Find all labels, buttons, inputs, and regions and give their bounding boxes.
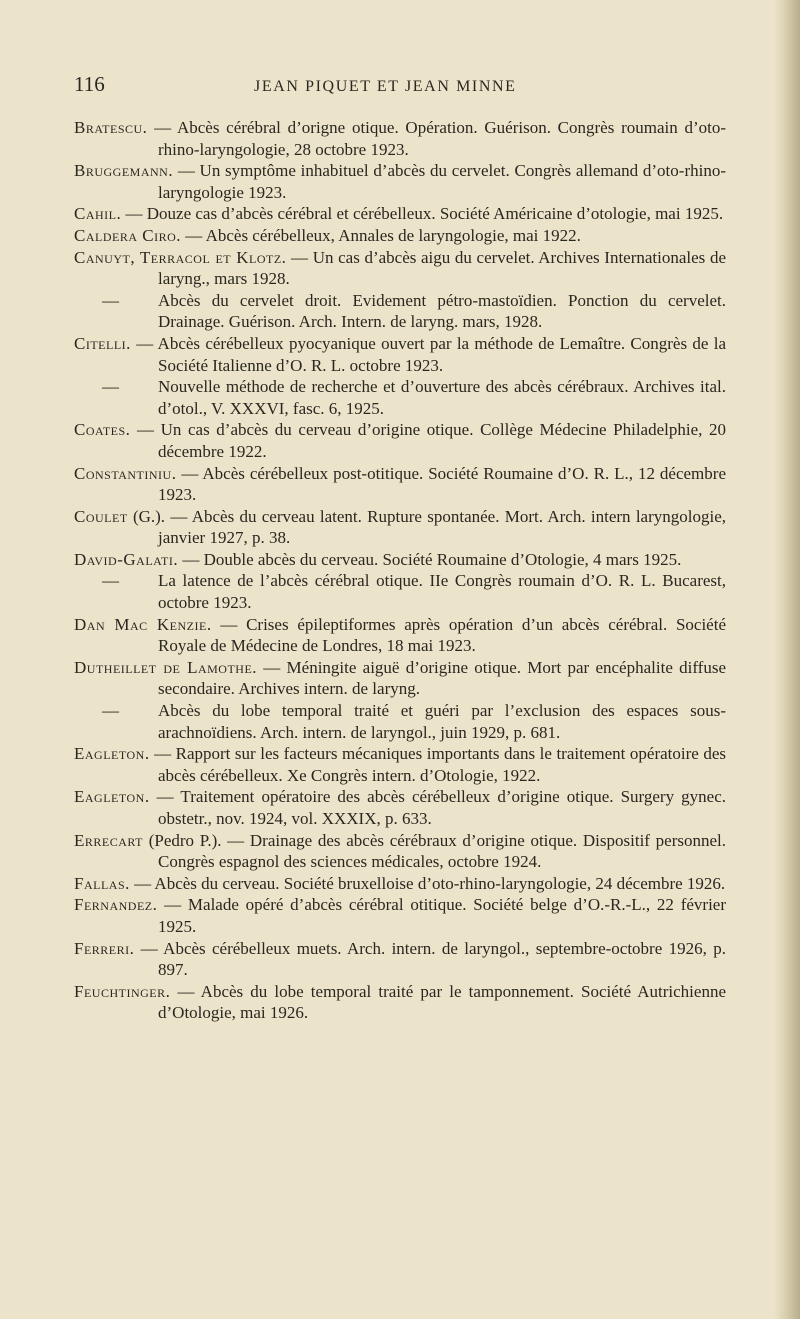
- bibliography-list: [74, 117, 726, 1024]
- entry-text: Nouvelle méthode de recherche et d’ouverture des abcès cérébraux. Archives ital. d’otol., V. XXXVI, fasc. 6, 1925.: [158, 377, 726, 418]
- ditto-dash: —: [102, 571, 119, 591]
- entry-text: — Traitement opératoire des abcès cérébelleux d’origine otique. Surgery gynec. obstetr., nov. 1924, vol. XXXIX, p. 633.: [149, 787, 726, 828]
- bibliography-entry: [74, 160, 726, 203]
- entry-text: — Abcès cérébral d’origne otique. Opération. Guérison. Congrès roumain d’oto-rhino-laryngologie, 28 octobre 1923.: [147, 118, 726, 159]
- bibliography-entry: [74, 614, 726, 657]
- running-title: JEAN PIQUET ET JEAN MINNE: [254, 78, 517, 95]
- entry-author: Coulet: [74, 506, 128, 526]
- entry-author: Canuyt, Terracol et Klotz.: [74, 247, 287, 267]
- bibliography-entry: [74, 506, 726, 549]
- entry-text: La latence de l’abcès cérébral otique. IIe Congrès roumain d’O. R. L. Bucarest, octobre 1923.: [158, 571, 726, 613]
- bibliography-entry: [74, 290, 726, 333]
- bibliography-entry: [74, 419, 726, 462]
- entry-text: (Pedro P.). — Drainage des abcès cérébraux d’origine otique. Dispositif personnel. Congrès espagnol des sciences médicales, octobre 1924.: [143, 830, 726, 872]
- entry-text: — Crises épileptiformes après opération d’un abcès cérébral. Société Royale de Médecine de Londres, 18 mai 1923.: [158, 614, 726, 656]
- entry-text: — Double abcès du cerveau. Société Roumaine d’Otologie, 4 mars 1925.: [178, 549, 682, 569]
- bibliography-entry: [74, 333, 726, 376]
- ditto-dash: —: [102, 701, 119, 721]
- entry-text: (G.). — Abcès du cerveau latent. Rupture spontanée. Mort. Arch. intern laryngologie, janvier 1927, p. 38.: [127, 506, 726, 548]
- entry-text: — Malade opéré d’abcès cérébral otitique. Société belge d’O.-R.-L., 22 février 1925.: [157, 895, 726, 936]
- entry-author: Coates.: [74, 420, 131, 440]
- entry-author: Bruggemann.: [74, 161, 174, 181]
- bibliography-entry: [74, 894, 726, 937]
- bibliography-entry: [74, 786, 726, 829]
- entry-text: — Méningite aiguë d’origine otique. Mort par encéphalite diffuse secondaire. Archives intern. de laryng.: [158, 657, 727, 699]
- entry-text: — Un cas d’abcès du cerveau d’origine otique. Collège Médecine Philadelphie, 20 décembre 1922.: [130, 420, 726, 461]
- bibliography-entry: [74, 225, 726, 247]
- ditto-dash: —: [102, 290, 119, 310]
- bibliography-entry: [74, 463, 726, 506]
- bibliography-entry: [74, 657, 726, 700]
- ditto-dash: —: [102, 377, 119, 397]
- entry-author: Caldera Ciro.: [74, 225, 182, 245]
- bibliography-entry: [74, 549, 726, 571]
- entry-author: Ferreri.: [74, 938, 135, 958]
- page-number: 116: [74, 72, 105, 96]
- entry-author: Fernandez.: [74, 895, 158, 915]
- entry-author: Bratescu.: [74, 118, 148, 137]
- entry-author: David-Galati.: [74, 549, 179, 569]
- bibliography-entry: [74, 873, 726, 895]
- entry-text: — Un symptôme inhabituel d’abcès du cervelet. Congrès allemand d’oto-rhino-laryngologie 1923.: [158, 161, 726, 202]
- entry-author: Eagleton.: [74, 744, 150, 764]
- entry-author: Fallas.: [74, 873, 130, 893]
- entry-text: — Rapport sur les facteurs mécaniques importants dans le traitement opératoire des abcès cérébelleux. Xe Congrès intern. d’Otologie, 1922.: [149, 744, 726, 785]
- page-edge-shadow: [774, 0, 800, 1319]
- entry-author: Citelli.: [74, 333, 131, 353]
- entry-author: Dan Mac Kenzie.: [74, 614, 212, 634]
- entry-text: — Abcès cérébelleux, Annales de laryngologie, mai 1922.: [181, 225, 581, 245]
- entry-text: Abcès du lobe temporal traité et guéri par l’exclusion des espaces sous-arachnoïdiens. Arch. intern. de laryngol., juin 1929, p. 681.: [158, 701, 726, 742]
- entry-author: Cahil.: [74, 204, 122, 224]
- entry-text: — Abcès cérébelleux post-otitique. Société Roumaine d’O. R. L., 12 décembre 1923.: [158, 463, 726, 505]
- bibliography-entry: [74, 203, 726, 225]
- entry-text: Abcès du cervelet droit. Evidement pétro-mastoïdien. Ponction du cervelet. Drainage. Guérison. Arch. Intern. de laryng. mars, 1928.: [158, 290, 726, 332]
- entry-author: Eagleton.: [74, 787, 150, 807]
- entry-author: Dutheillet de Lamothe.: [74, 657, 258, 677]
- entry-text: — Douze cas d’abcès cérébral et cérébelleux. Société Américaine d’otologie, mai 1925.: [121, 204, 724, 224]
- entry-text: — Un cas d’abcès aigu du cervelet. Archives Internationales de laryng., mars 1928.: [158, 247, 726, 289]
- entry-text: — Abcès du lobe temporal traité par le tamponnement. Société Autrichienne d’Otologie, mai 1926.: [158, 981, 726, 1023]
- bibliography-entry: [74, 376, 726, 419]
- bibliography-entry: [74, 570, 726, 613]
- bibliography-entry: [74, 830, 726, 873]
- entry-text: — Abcès cérébelleux pyocyanique ouvert par la méthode de Lemaître. Congrès de la Société Italienne d’O. R. L. octobre 1923.: [130, 333, 726, 375]
- page-header: [74, 72, 734, 102]
- bibliography-entry: [74, 117, 726, 160]
- entry-text: — Abcès du cerveau. Société bruxelloise d’oto-rhino-laryngologie, 24 décembre 1926.: [129, 873, 726, 893]
- bibliography-entry: [74, 743, 726, 786]
- bibliography-entry: [74, 700, 726, 743]
- bibliography-entry: [74, 981, 726, 1024]
- entry-author: Errecart: [74, 830, 144, 850]
- bibliography-entry: [74, 247, 726, 290]
- bibliography-entry: [74, 938, 726, 981]
- entry-author: Constantiniu.: [74, 463, 177, 483]
- entry-text: — Abcès cérébelleux muets. Arch. intern. de laryngol., septembre-octobre 1926, p. 897.: [134, 938, 726, 980]
- entry-author: Feuchtinger.: [74, 981, 171, 1001]
